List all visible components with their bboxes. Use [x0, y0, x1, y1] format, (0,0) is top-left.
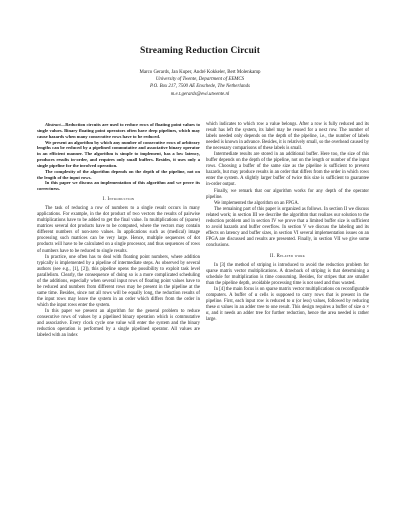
- abstract-paragraph-3: The complexity of the algorithm depends on the depth of the pipeline, not on the length of the input rows.: [37, 168, 200, 180]
- body-paragraph: In practice, one often has to deal with floating point numbers, where addition typically is implemented by a pipeline of intermediate steps. As observed by several authors (see e.g., [1], [2]), this pipeline opens the possibility to exploit task level parallelism. Clearly, the consequence of doing so is a more complicated scheduling of the additions, especially when several input rows of floating point values have to be reduced and numbers from different rows may be present in the pipeline at the same time. Besides, since not all rows will be equally long, the reduction results of the input rows may leave the system in an order which differs from the order in which the input rows enter the system.: [37, 254, 200, 308]
- abstract-paragraph-1: —Reduction circuits are used to reduce rows of floating point values to single values. Binary floating point operators often have deep pipelines, which may cause hazards when many consecutive rows have to be reduced.: [37, 122, 200, 139]
- author-names: Marco Gerards, Jan Kuper, André Kokkeler, Bert Molenkamp: [139, 70, 261, 75]
- body-paragraph: which indicates to which row a value belongs. After a row is fully reduced and its result has left the system, its label may be reused for a next row. The number of labels needed only depends on the depth of the pipeline, i.e., the number of labels needed is known in advance. Besides, it is relatively small, so the overhead caused by the necessary comparisons of these labels is small.: [206, 122, 369, 152]
- paper-title: Streaming Reduction Circuit: [139, 46, 261, 56]
- abstract-paragraph-4: In this paper we discuss an implementation of this algorithm and we prove its correctness.: [37, 180, 200, 192]
- postal-address: P.O. Box 217, 7500 AE Enschede, The Netherlands: [150, 84, 250, 90]
- affiliation: University of Twente, Department of EEMCS: [155, 77, 245, 83]
- author-block: [0, 69, 400, 98]
- abstract-lead: Abstract: [45, 122, 61, 127]
- section-title: Related work: [276, 253, 306, 259]
- body-paragraph: In [4] the main focus is on sparse matrix vector multiplications on reconfigurable computers. A buffer of α cells is supposed to carry rows that is present in the pipeline. First, each input row is reduced to α (or less) values, followed by reducing these α values in an adder tree to one result. This design requires a buffer of size α × α, and it needs an adder tree for further reduction, hence the area needed is rather large.: [206, 287, 369, 323]
- body-paragraph: We implemented the algorithm on an FPGA.: [214, 200, 299, 206]
- section-title: Introduction: [107, 197, 135, 203]
- section-heading-introduction: [37, 197, 200, 203]
- body-paragraph: The remaining part of this paper is organized as follows. In section II we discuss related work; in section III we describe the algorithm that realizes our solution to the reduction problem and in section IV we prove that a limited buffer size is sufficient to avoid hazards and buffer overflow. In section V we discuss the labeling and its effects on latency and buffer sizes, in section VI several implementation issues on an FPGA are discussed and results are presented. Finally, in section VII we give some conclusions.: [206, 206, 369, 248]
- section-number: II.: [269, 253, 276, 259]
- email-address: m.e.t.gerards@ewi.utwente.nl: [170, 91, 230, 97]
- abstract-paragraph-2: We present an algorithm by which any number of consecutive rows of arbitrary lengths can be reduced by a pipelined commutative and associative binary operator in an efficient manner. The algorithm is simple to implement, has a low latency, produces results in-order, and requires only small buffers. Besides, it uses only a single pipeline for the involved operation.: [37, 139, 200, 168]
- abstract: [37, 122, 200, 192]
- body-paragraph: The task of reducing a row of numbers to a single result occurs in many applications. For example, in the dot product of two vectors the results of pairwise multiplications have to be added to get the final value. In multiplications of (sparse) matrices several dot products have to be computed, where the vectors may contain different numbers of non-zero values. In applications such as (medical) image processing such matrices can be very large. Hence, multiple sequences of dot products will have to be calculated on a single processor, and thus sequences of rows of numbers have to be reduced to single results.: [37, 206, 200, 254]
- section-heading-related-work: [206, 254, 369, 260]
- right-column: [206, 122, 369, 324]
- body-paragraph: Intermediate results are stored in an additional buffer. Here too, the size of this buffer depends on the depth of the pipeline, not on the length or number of the input rows. Choosing a buffer of the same size as the pipeline is sufficient to prevent hazards, but may produce results in an order that differs from the order in which rows enter the system. A slightly larger buffer of twice this size is sufficient to guarantee in-order output.: [206, 152, 369, 188]
- body-paragraph: In this paper we present an algorithm for the general problem to reduce consecutive rows of values by a pipelined binary operation which is commutative and associative. Every clock cycle one value will enter the system and the binary reduction operation is performed by a single pipelined operator. All values are labeled with an index: [37, 308, 200, 339]
- body-paragraph: Finally, we remark that our algorithm works for any depth of the operator pipeline.: [206, 188, 369, 200]
- body-paragraph: In [3] the method of striping is introduced to avoid the reduction problem for sparse matrix vector multiplications. A drawback of striping is that determining a schedule for multiplication is time consuming. Besides, for stripes that are smaller than the pipeline depth, avoidable processing time is not used and thus wasted.: [206, 263, 369, 287]
- section-number: I.: [102, 197, 107, 203]
- left-column: [37, 122, 200, 339]
